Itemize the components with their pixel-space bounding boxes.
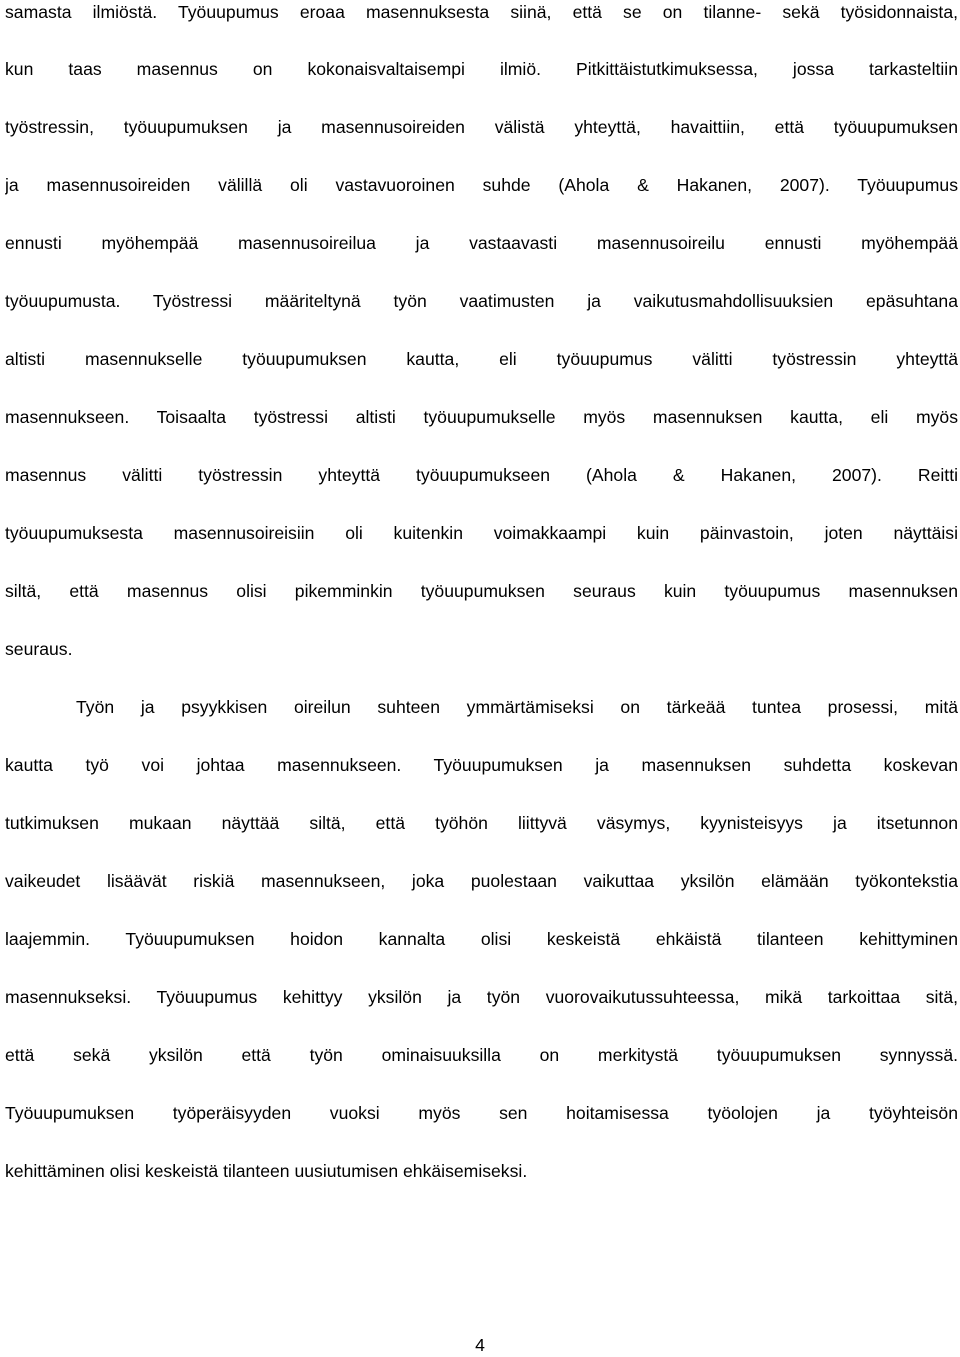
text-line: että sekä yksilön että työn ominaisuuksilla on merkitystä työuupumuksen synnyssä. [5, 1045, 958, 1065]
text-line: siltä, että masennus olisi pikemminkin työuupumuksen seuraus kuin työuupumus masennuksen [5, 581, 958, 601]
text-line: ennusti myöhempää masennusoireilua ja vastaavasti masennusoireilu ennusti myöhempää [5, 233, 958, 253]
text-line: vaikeudet lisäävät riskiä masennukseen, joka puolestaan vaikuttaa yksilön elämään työkontekstia [5, 871, 958, 891]
text-line: masennukseen. Toisaalta työstressi altisti työuupumukselle myös masennuksen kautta, eli myös [5, 407, 958, 427]
text-line: työuupumusta. Työstressi määriteltynä työn vaatimusten ja vaikutusmahdollisuuksien epäsuhtana [5, 291, 958, 311]
text-line-indented: Työn ja psyykkisen oireilun suhteen ymmärtämiseksi on tärkeää tuntea prosessi, mitä [76, 697, 958, 717]
text-line: kehittäminen olisi keskeistä tilanteen uusiutumisen ehkäisemiseksi. [5, 1161, 528, 1181]
text-line: altisti masennukselle työuupumuksen kautta, eli työuupumus välitti työstressin yhteyttä [5, 349, 958, 369]
text-line: työuupumuksesta masennusoireisiin oli kuitenkin voimakkaampi kuin päinvastoin, joten näyttäisi [5, 523, 958, 543]
text-line: työstressin, työuupumuksen ja masennusoireiden välistä yhteyttä, havaittiin, että työuupumuksen [5, 117, 958, 137]
text-line: ja masennusoireiden välillä oli vastavuoroinen suhde (Ahola & Hakanen, 2007). Työuupumus [5, 175, 958, 195]
text-line: masennus välitti työstressin yhteyttä työuupumukseen (Ahola & Hakanen, 2007). Reitti [5, 465, 958, 485]
text-line: Työuupumuksen työperäisyyden vuoksi myös sen hoitamisessa työolojen ja työyhteisön [5, 1103, 958, 1123]
text-line: laajemmin. Työuupumuksen hoidon kannalta olisi keskeistä ehkäistä tilanteen kehittyminen [5, 929, 958, 949]
text-line: kautta työ voi johtaa masennukseen. Työuupumuksen ja masennuksen suhdetta koskevan [5, 755, 958, 775]
page-number: 4 [475, 1335, 485, 1355]
text-line: kun taas masennus on kokonaisvaltaisempi ilmiö. Pitkittäistutkimuksessa, jossa tarkasteltiin [5, 59, 958, 79]
text-line: tutkimuksen mukaan näyttää siltä, että työhön liittyvä väsymys, kyynisteisyys ja itsetunnon [5, 813, 958, 833]
text-line: seuraus. [5, 639, 73, 659]
text-line: masennukseksi. Työuupumus kehittyy yksilön ja työn vuorovaikutussuhteessa, mikä tarkoittaa sitä, [5, 987, 958, 1007]
text-line: samasta ilmiöstä. Työuupumus eroaa masennuksesta siinä, että se on tilanne- sekä työsidonnaista, [5, 2, 958, 22]
